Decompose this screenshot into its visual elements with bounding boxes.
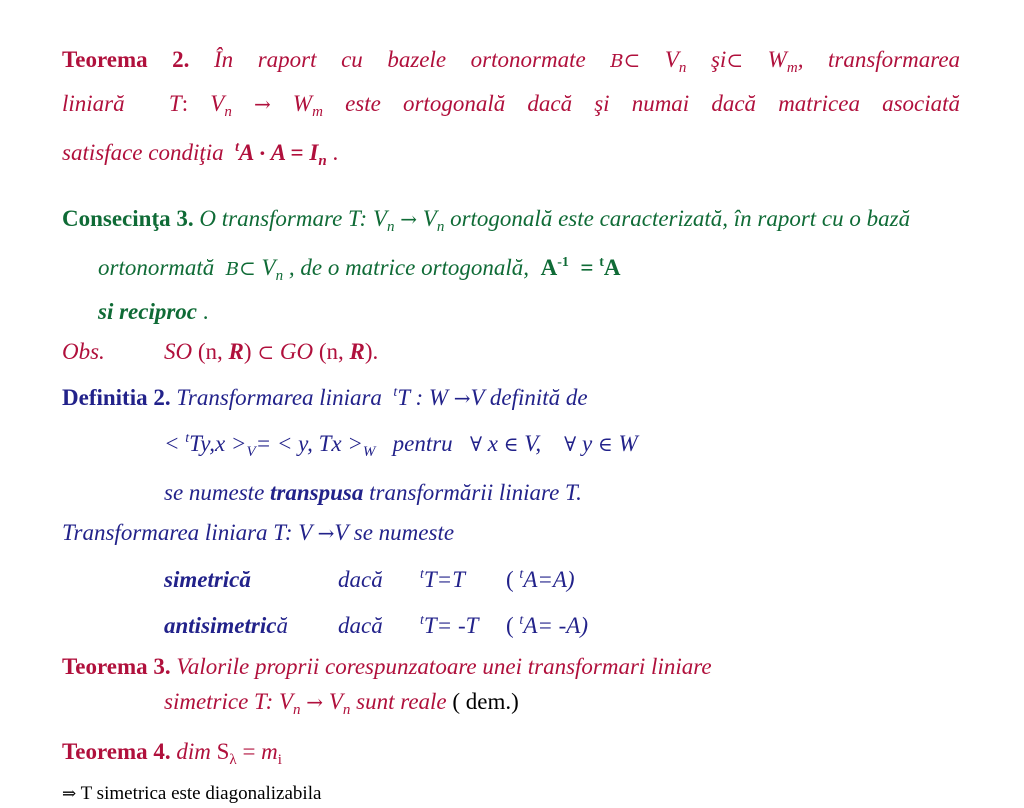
transformare-line-1: [62, 515, 960, 551]
text: (n,: [318, 339, 344, 364]
text: (: [506, 613, 514, 638]
text: sunt reale: [356, 689, 447, 714]
definitia-2-line-2: [62, 421, 960, 470]
text: În raport cu bazele ortonormate: [214, 47, 586, 72]
observatie: [62, 334, 960, 370]
subscript: m: [312, 104, 323, 120]
subscript: n: [293, 702, 301, 718]
teorema-4-label: Teorema 4.: [62, 739, 171, 764]
text: m: [261, 739, 278, 764]
text: S: [216, 739, 230, 764]
text: A: [603, 255, 621, 280]
definitia-2: [62, 375, 960, 510]
subset-symbol: ⊂: [623, 48, 641, 72]
subscript: n: [342, 702, 351, 718]
text: A: [270, 140, 285, 165]
text: A= -A): [523, 613, 588, 638]
text: si reciproc: [98, 299, 198, 324]
text: I: [309, 140, 319, 165]
element-of-symbol: ∈: [597, 432, 613, 456]
text: V se numeste: [334, 520, 455, 545]
text: ă: [276, 613, 288, 638]
implies-symbol: ⇒: [62, 784, 77, 804]
subscript: W: [362, 444, 376, 460]
text: =: [290, 140, 304, 165]
conclusion: [62, 780, 960, 808]
dot-symbol: ·: [258, 141, 266, 165]
text: raport cu o bază ortonormată: [98, 206, 911, 280]
forall-symbol: ∀: [564, 432, 577, 456]
simetrica-line: [62, 557, 960, 597]
antisimetrica-line: [62, 603, 960, 643]
definitia-2-line-1: [62, 375, 960, 416]
teorema-2: [62, 42, 960, 179]
text: ).: [364, 339, 379, 364]
subset-symbol: ⊂: [726, 48, 744, 72]
teorema-3-line-1: [62, 649, 960, 684]
text: A: [540, 255, 558, 280]
teorema-3-label: Teorema 3.: [62, 654, 171, 679]
text: transpusa: [270, 480, 364, 505]
text: =: [580, 255, 594, 280]
text: (: [506, 567, 514, 592]
consecinta-3: [62, 201, 960, 329]
text: .: [202, 299, 209, 324]
text: T: [168, 91, 182, 116]
teorema-2-line-2: [62, 86, 960, 130]
text: R: [349, 339, 365, 364]
superscript: t: [519, 613, 524, 628]
text: V: [261, 255, 276, 280]
subscript: n: [678, 60, 687, 76]
text: =: [242, 739, 256, 764]
teorema-3-line-2: [62, 684, 960, 728]
superscript: t: [599, 255, 604, 270]
arrow-symbol: →: [453, 386, 471, 410]
text: V: [422, 206, 437, 231]
text: este ortogonală dacă şi numai dacă matricea asociată: [345, 91, 961, 116]
text: V definită de: [470, 385, 588, 410]
text: V,: [524, 431, 542, 456]
teorema-2-text: [214, 47, 961, 76]
subscript: n: [436, 219, 445, 235]
subscript: λ: [229, 752, 237, 768]
text: Valorile proprii corespunzatoare unei transformari liniare: [176, 654, 712, 679]
consecinta-3-text: [62, 201, 960, 329]
teorema-2-line-3: [62, 130, 960, 179]
superscript: t: [235, 140, 240, 155]
subscript: n: [275, 268, 284, 284]
text: T= -T: [423, 613, 479, 638]
text: ): [243, 339, 252, 364]
text: V: [210, 91, 225, 116]
text: satisface condiţia: [62, 140, 224, 165]
text: şi: [710, 47, 727, 72]
text: T : W: [397, 385, 449, 410]
text: V: [328, 689, 343, 714]
superscript: t: [420, 613, 424, 628]
antisimetrica-term: antisimetric: [164, 613, 277, 638]
teorema-4: [62, 734, 960, 778]
text: Transformarea liniara T: V: [62, 520, 312, 545]
observatie-label: Obs.: [62, 339, 105, 364]
teorema-2-label: Teorema 2.: [62, 47, 190, 72]
text: dacă: [338, 613, 383, 638]
text: W: [767, 47, 787, 72]
superscript: t: [185, 431, 190, 446]
subscript: n: [318, 153, 327, 169]
subscript: n: [224, 104, 232, 120]
arrow-symbol: →: [253, 92, 271, 116]
text: se numeste: [164, 480, 265, 505]
superscript: t: [420, 567, 424, 582]
element-of-symbol: ∈: [503, 432, 519, 456]
text: liniară: [62, 91, 125, 116]
forall-symbol: ∀: [469, 432, 483, 456]
superscript: -1: [557, 255, 569, 270]
definitia-2-label: Definitia 2.: [62, 385, 171, 410]
basis-symbol: B: [225, 259, 240, 280]
text: , transformarea: [797, 47, 961, 72]
simetrica-term: simetrică: [164, 567, 251, 592]
text: A=A): [523, 567, 575, 592]
text: pentru: [392, 431, 453, 456]
definitia-2-line-3: [62, 475, 960, 510]
text: GO: [279, 339, 314, 364]
subset-symbol: ⊂: [239, 256, 256, 280]
text: O transformare T: V: [199, 206, 388, 231]
text: A: [239, 140, 254, 165]
text: x: [487, 431, 498, 456]
teorema-2-line-1: [62, 42, 960, 86]
text: dim: [176, 739, 211, 764]
subscript: m: [786, 60, 798, 76]
text: dacă: [338, 567, 383, 592]
text: SO: [164, 339, 193, 364]
text: <: [164, 431, 186, 456]
subscript: n: [387, 219, 395, 235]
text: T simetrica este diagonalizabila: [80, 783, 322, 804]
subscript: V: [246, 444, 256, 460]
text: Ty,x >: [189, 431, 247, 456]
transformare-simetrica: [62, 515, 960, 643]
text: y: [581, 431, 593, 456]
subscript: i: [277, 752, 282, 768]
text: R: [228, 339, 244, 364]
text: transformării liniare T.: [369, 480, 582, 505]
text: W: [292, 91, 313, 116]
text: ortogonală este caracterizată, în: [450, 206, 752, 231]
text: , de o matrice ortogonală,: [288, 255, 530, 280]
text: simetrice T: V: [164, 689, 294, 714]
text: W: [618, 431, 638, 456]
consecinta-3-label: Consecinţa 3.: [62, 206, 194, 231]
basis-symbol: B: [610, 51, 624, 72]
text: :: [181, 91, 189, 116]
text: Transformarea liniara: [176, 385, 382, 410]
arrow-symbol: →: [317, 521, 335, 545]
text: V: [664, 47, 679, 72]
subset-symbol: ⊂: [257, 340, 275, 364]
arrow-symbol: →: [400, 207, 418, 231]
text: (n,: [197, 339, 223, 364]
superscript: t: [519, 567, 524, 582]
superscript: t: [393, 385, 398, 400]
text: .: [332, 140, 339, 165]
text: = < y, Tx >: [255, 431, 363, 456]
text: ( dem.): [452, 689, 519, 714]
teorema-3: [62, 649, 960, 728]
text: T=T: [423, 567, 465, 592]
arrow-symbol: →: [306, 690, 324, 714]
